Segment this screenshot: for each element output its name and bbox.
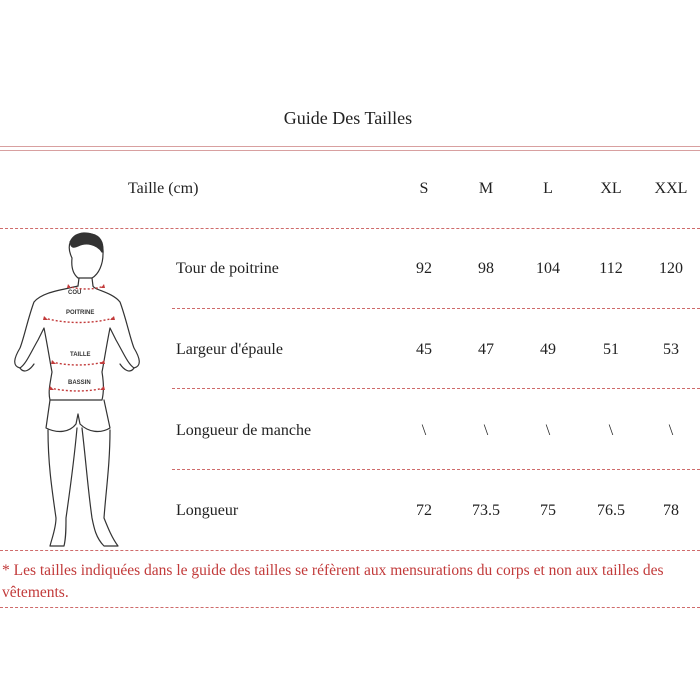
row-divider [172,388,700,389]
figure-label-neck: COU [68,290,82,296]
figure-label-waist: TAILLE [70,352,91,358]
figure-label-chest: POITRINE [66,310,95,316]
table-cell: 51 [603,341,619,358]
row-divider [172,308,700,309]
table-cell: 75 [540,502,556,519]
table-cell: \ [545,422,551,439]
table-cell: \ [608,422,614,439]
row-divider [172,469,700,470]
table-cell: 53 [663,341,679,358]
disclaimer-note: * Les tailles indiquées dans le guide des tailles se réfèrent aux mensurations du corps et non aux tailles des vêtements. [2,562,664,601]
table-bottom-rule [0,550,700,551]
body-measurement-figure [0,228,160,550]
figure-label-hips: BASSIN [68,380,91,386]
header-top-rule [0,146,700,151]
table-cell: 72 [416,502,432,519]
table-cell: 73.5 [472,502,500,519]
size-header-xl: XL [600,180,622,197]
table-cell: 47 [478,341,494,358]
table-cell: \ [421,422,427,439]
size-column-header: Taille (cm) [128,180,199,197]
row-label-sleeve: Longueur de manche [176,422,312,439]
page-title: Guide Des Tailles [283,108,413,128]
size-header-l: L [543,180,553,197]
table-cell: \ [668,422,674,439]
size-header-s: S [419,180,429,197]
table-cell: 104 [536,260,560,277]
row-label-shoulder: Largeur d'épaule [176,341,283,358]
table-cell: 76.5 [597,502,625,519]
table-cell: 78 [663,502,679,519]
row-label-length: Longueur [176,502,239,519]
table-cell: 49 [540,341,556,358]
table-cell: 98 [478,260,494,277]
row-label-chest: Tour de poitrine [176,260,279,277]
footer-rule [0,607,700,608]
table-cell: \ [483,422,489,439]
size-header-m: M [478,180,494,197]
table-cell: 45 [416,341,432,358]
table-cell: 120 [659,260,683,277]
size-header-xxl: XXL [654,180,688,197]
table-cell: 112 [599,260,623,277]
table-cell: 92 [416,260,432,277]
